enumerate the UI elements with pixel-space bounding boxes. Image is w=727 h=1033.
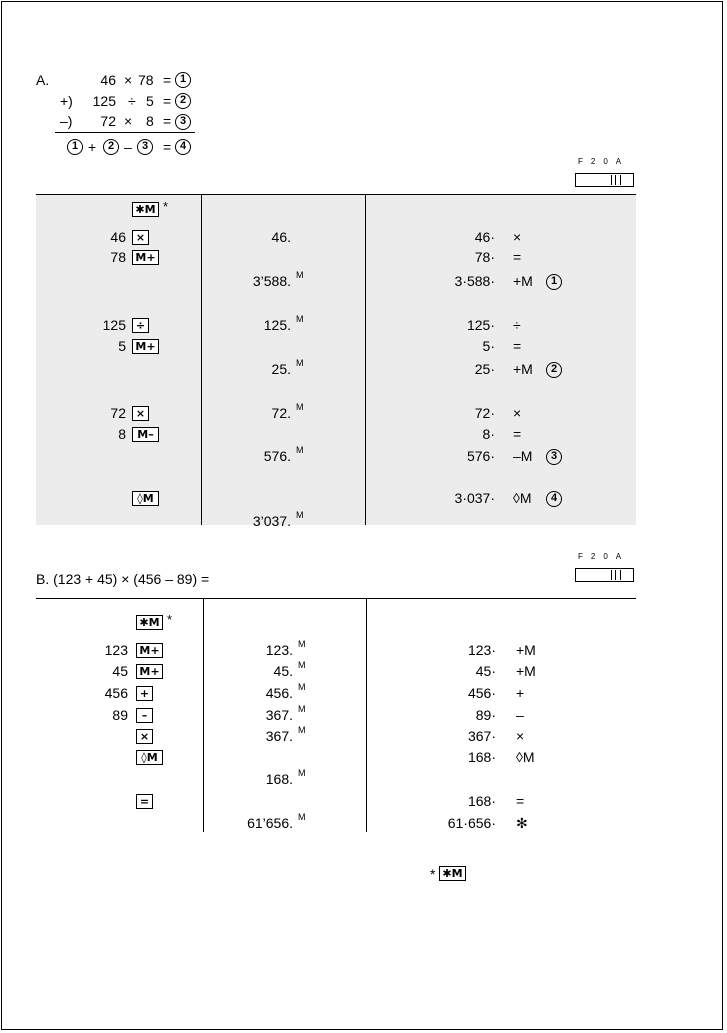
eq3-op: ×: [124, 113, 133, 129]
minus-key: [136, 708, 153, 723]
printout-number: 576·: [466, 448, 495, 464]
printout-number: 89·: [475, 707, 496, 723]
multiply-key: [132, 230, 149, 245]
sum-circled-2: 2: [103, 139, 119, 155]
display-value: 576.: [263, 448, 291, 464]
printout-symbol: +: [516, 685, 525, 701]
printout-symbol: ×: [513, 405, 522, 421]
key-label: –: [141, 709, 148, 722]
printout-symbol: ◊M: [513, 490, 532, 506]
display-value: 61’656.: [247, 815, 293, 831]
key-label: ×: [139, 730, 150, 743]
eq3-a: 72: [100, 113, 116, 129]
display-value: 3’588.: [252, 273, 291, 289]
footnote-cm-key: ✱M: [439, 866, 466, 881]
table-a-top-rule: [36, 194, 636, 195]
printout-number: 25·: [474, 361, 495, 377]
memory-indicator: M: [296, 270, 304, 280]
printout-number: 168·: [467, 793, 496, 809]
printout-symbol: ◊M: [516, 749, 535, 765]
memory-indicator: M: [296, 445, 304, 455]
printout-symbol: –M: [513, 448, 533, 464]
display-value: 123.: [265, 642, 293, 658]
table-a-bg: [36, 195, 636, 525]
memory-indicator: M: [298, 812, 306, 822]
entry-number: 5: [118, 338, 126, 354]
circled-1: 1: [175, 72, 191, 88]
sum-circled-3: 3: [137, 139, 153, 155]
decimal-switch-a: [575, 173, 634, 187]
key-asterisk: *: [163, 199, 169, 214]
memory-indicator: M: [296, 314, 304, 324]
printout-number: 45·: [475, 663, 496, 679]
table-a-col-divider-1: [201, 195, 202, 525]
memory-plus-key: [136, 643, 163, 658]
entry-number: 78: [110, 249, 126, 265]
memory-plus-key: [136, 664, 163, 679]
memory-indicator: M: [298, 725, 306, 735]
printout-number: 61·656·: [447, 815, 496, 831]
display-value: 456.: [265, 685, 293, 701]
printout-number: 5·: [482, 338, 495, 354]
key-label: M+: [135, 251, 156, 264]
key-label: ÷: [135, 319, 146, 332]
display-value: 46.: [271, 229, 291, 245]
sum-eq: =: [163, 139, 172, 155]
switch-labels-b: F20A: [578, 552, 630, 561]
display-value: 3’037.: [252, 513, 291, 529]
key-label: ×: [135, 231, 146, 244]
entry-number: 89: [112, 707, 128, 723]
printout-symbol: =: [513, 426, 522, 442]
switch-labels-a: F20A: [578, 157, 630, 166]
printout-symbol: =: [513, 338, 522, 354]
printout-number: 3·588·: [454, 273, 495, 289]
display-value: 125.: [263, 317, 291, 333]
memory-plus-key: [132, 339, 159, 354]
eq2-a: 125: [92, 93, 116, 109]
memory-indicator: M: [298, 704, 306, 714]
eq1-eq: =: [163, 72, 172, 88]
display-value: 72.: [271, 405, 291, 421]
printout-number: 168·: [467, 749, 496, 765]
key-label: ✱M: [139, 616, 160, 629]
eq1-b: 78: [138, 72, 154, 88]
multiply-key: [132, 406, 149, 421]
memory-minus-key: [132, 427, 159, 442]
table-b-top-rule: [36, 598, 636, 599]
printout-symbol: ÷: [513, 317, 521, 333]
printout-number: 78·: [474, 249, 495, 265]
printout-circled-number: 3: [546, 449, 562, 465]
memory-indicator: M: [298, 660, 306, 670]
entry-number: 8: [118, 426, 126, 442]
printout-number: 456·: [467, 685, 496, 701]
section-a-label: A.: [36, 72, 50, 88]
table-b-col-divider-2: [366, 599, 367, 832]
printout-symbol: +M: [516, 663, 536, 679]
key-asterisk: *: [167, 612, 173, 627]
key-label: M+: [139, 644, 160, 657]
entry-number: 46: [110, 229, 126, 245]
eq2-op: ÷: [128, 93, 136, 109]
key-label: ✱M: [135, 203, 156, 216]
printout-symbol: =: [513, 249, 522, 265]
printout-symbol: =: [516, 793, 525, 809]
sum-circled-4: 4: [175, 139, 191, 155]
eq2-pre: +): [60, 93, 73, 109]
memory-indicator: M: [298, 768, 306, 778]
printout-symbol: +M: [516, 642, 536, 658]
key-label: ◊M: [137, 492, 154, 505]
printout-circled-number: 2: [546, 362, 562, 378]
table-b-col-divider-1: [203, 599, 204, 832]
display-value: 367.: [265, 707, 293, 723]
footnote-asterisk: *: [430, 866, 436, 882]
eq2-b: 5: [146, 93, 154, 109]
eq1-a: 46: [100, 72, 116, 88]
memory-indicator: M: [298, 682, 306, 692]
display-value: 45.: [273, 663, 293, 679]
printout-number: 123·: [467, 642, 496, 658]
decimal-switch-b: [575, 568, 634, 582]
eq3-eq: =: [163, 113, 172, 129]
printout-circled-number: 1: [546, 274, 562, 290]
printout-number: 367·: [467, 728, 496, 744]
key-label: =: [139, 795, 150, 808]
key-label: M+: [139, 665, 160, 678]
printout-number: 46·: [474, 229, 495, 245]
eq3-b: 8: [146, 113, 154, 129]
entry-number: 456: [104, 685, 128, 701]
memory-indicator: M: [296, 510, 304, 520]
memory-plus-key: [132, 250, 159, 265]
sum-minus: –: [124, 139, 132, 155]
eq3-pre: –): [60, 113, 73, 129]
memory-total-key: [132, 491, 159, 506]
entry-number: 125: [102, 317, 126, 333]
clear-memory-key: [136, 615, 163, 630]
display-value: 367.: [265, 728, 293, 744]
key-label: +: [139, 687, 150, 700]
divide-key: [132, 318, 149, 333]
equals-key: [136, 794, 153, 809]
printout-number: 3·037·: [454, 490, 495, 506]
printout-symbol: +M: [513, 273, 533, 289]
memory-indicator: M: [296, 358, 304, 368]
section-b-title: B. (123 + 45) × (456 – 89) =: [36, 571, 210, 587]
sum-rule: [55, 132, 195, 133]
sum-plus: +: [88, 139, 97, 155]
multiply-key: [136, 729, 153, 744]
memory-indicator: M: [298, 639, 306, 649]
eq1-op: ×: [124, 72, 133, 88]
memory-total-key: [136, 750, 163, 765]
entry-number: 45: [112, 663, 128, 679]
sum-circled-1: 1: [67, 139, 83, 155]
entry-number: 123: [104, 642, 128, 658]
printout-number: 125·: [466, 317, 495, 333]
plus-key: [136, 686, 153, 701]
circled-3: 3: [175, 114, 191, 130]
memory-indicator: M: [296, 402, 304, 412]
key-label: ×: [135, 407, 146, 420]
printout-symbol: ✻: [516, 815, 528, 831]
key-label: M–: [137, 428, 154, 441]
printout-circled-number: 4: [546, 491, 562, 507]
display-value: 25.: [271, 361, 291, 377]
display-value: 168.: [265, 771, 293, 787]
printout-symbol: +M: [513, 361, 533, 377]
printout-number: 8·: [482, 426, 495, 442]
key-label: ◊M: [141, 751, 158, 764]
clear-memory-key: [132, 202, 159, 217]
key-label: M+: [135, 340, 156, 353]
printout-symbol: –: [516, 707, 524, 723]
printout-symbol: ×: [513, 229, 522, 245]
printout-number: 72·: [474, 405, 495, 421]
circled-2: 2: [175, 93, 191, 109]
eq2-eq: =: [163, 93, 172, 109]
entry-number: 72: [110, 405, 126, 421]
table-a-col-divider-2: [365, 195, 366, 525]
printout-symbol: ×: [516, 728, 525, 744]
